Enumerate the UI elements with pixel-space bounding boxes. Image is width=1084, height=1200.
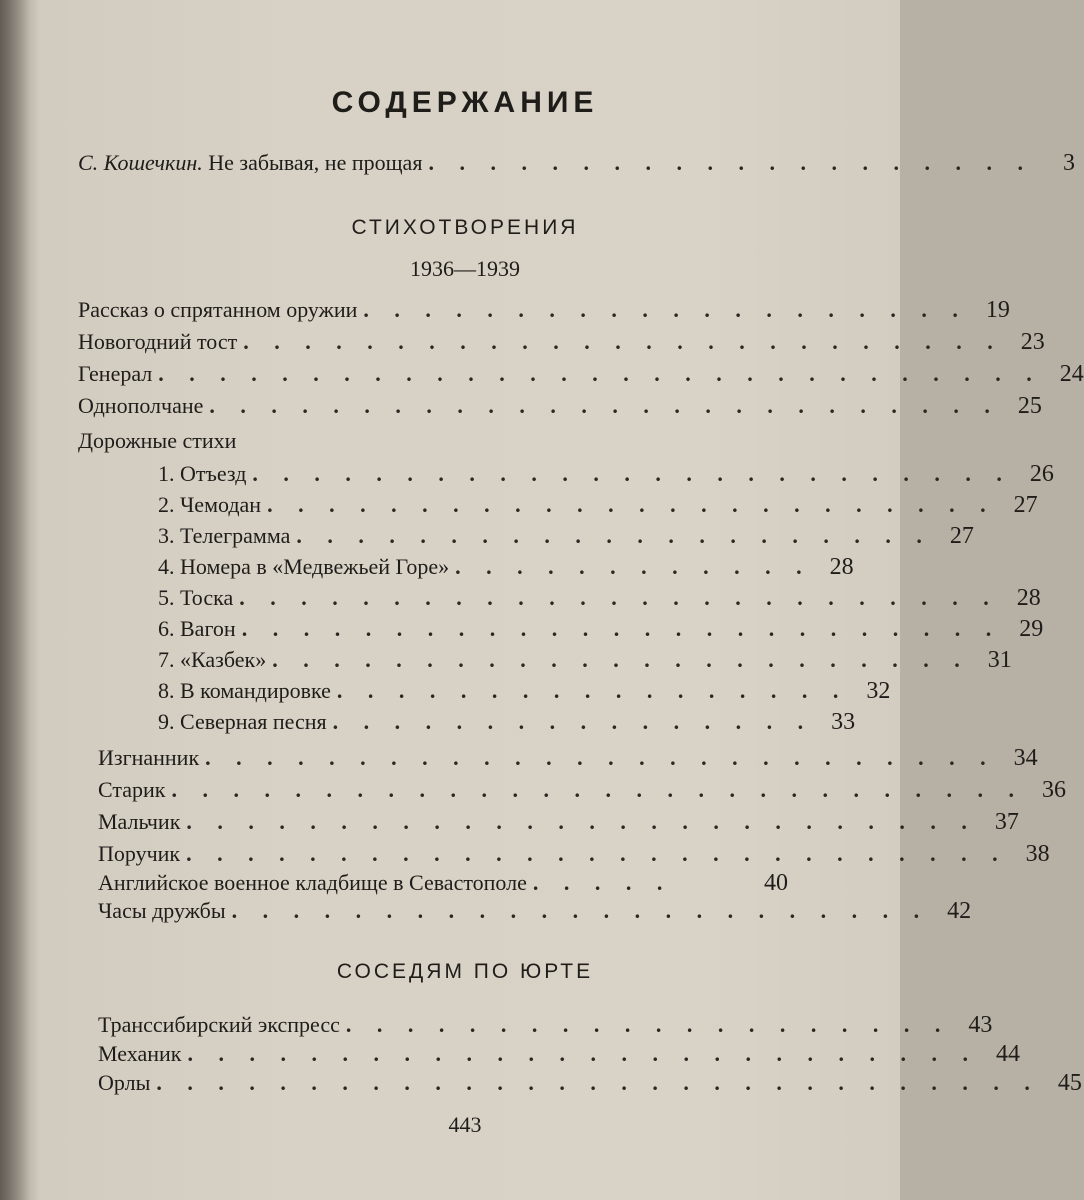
page-number: 36 xyxy=(1042,777,1066,803)
dot-leader: . . . . . . . . . . . . . . . . . . . . . . . . . . xyxy=(187,1041,978,1066)
toc-entry xyxy=(98,809,1019,839)
toc-entry-intro xyxy=(78,150,1075,180)
dot-leader: . . . . . . . . . . . . . . . . . xyxy=(336,678,849,703)
toc-subentry xyxy=(158,492,1038,522)
dot-leader: . . . . . . . . . . . . . . . . . . . . . . . . . . . xyxy=(186,841,1008,866)
dot-leader: . . . . . . . . . . . . . . . . . . . . . . . . . . xyxy=(209,393,1000,418)
page-number: 27 xyxy=(1013,492,1038,518)
toc-entry-title: 9. Северная песня xyxy=(158,709,327,734)
toc-entry-title: Мальчик xyxy=(98,809,181,834)
toc-entry-title: Часы дружбы xyxy=(98,898,226,923)
dot-leader: . . . . . . . . . . . . . . . . . . . . . . . . . xyxy=(239,585,999,610)
section-heading-neighbours: СОСЕДЯМ ПО ЮРТЕ xyxy=(336,960,594,983)
page-number: 40 xyxy=(764,870,788,896)
toc-entry xyxy=(78,361,1084,391)
toc-entry-title: Старик xyxy=(98,777,166,802)
folio-page-number: 443 xyxy=(448,1112,482,1137)
toc-subentry xyxy=(158,585,1041,615)
dot-leader: . . . . . . . . . . . . . . . . . . . . . . . . . xyxy=(243,329,1003,354)
section-heading-poems: СТИХОТВОРЕНИЯ xyxy=(351,216,579,239)
toc-entry-title: Орлы xyxy=(98,1070,151,1095)
dot-leader: . . . . . xyxy=(532,870,673,895)
toc-entry xyxy=(98,841,1050,871)
intro-title: Не забывая, не прощая xyxy=(208,150,423,175)
page-number: 27 xyxy=(949,523,974,549)
toc-entry xyxy=(78,297,1010,327)
toc-subentry xyxy=(158,461,1054,491)
toc-entry-title: Изгнанник xyxy=(98,745,200,770)
page-number: 44 xyxy=(995,1041,1020,1067)
page-number: 42 xyxy=(947,898,972,924)
page-number: 43 xyxy=(968,1012,993,1038)
toc-group-label: Дорожные стихи xyxy=(78,428,237,453)
toc-entry-title: 4. Номера в «Медвежьей Горе» xyxy=(158,554,450,579)
toc-subentry xyxy=(158,554,854,584)
toc-subentry xyxy=(158,709,856,739)
toc-subentry xyxy=(158,523,974,553)
page-number: 3 xyxy=(1062,150,1075,176)
toc-entry-title: 5. Тоска xyxy=(158,585,234,610)
page-number: 32 xyxy=(866,678,891,704)
intro-author: С. Кошечкин. xyxy=(78,150,203,175)
toc-subentry xyxy=(158,678,891,708)
dot-leader: . . . . . . . . . . . . . . . . . . . . . . . . . xyxy=(241,616,1002,641)
page-number: 24 xyxy=(1059,361,1084,387)
toc-group-title xyxy=(78,428,236,458)
toc-entry-title: Английское военное кладбище в Севастополе xyxy=(98,870,527,895)
toc-entry-text xyxy=(78,150,422,176)
toc-entry xyxy=(98,870,788,900)
page-number: 37 xyxy=(994,809,1019,835)
toc-subentry xyxy=(158,616,1044,646)
page-number: 34 xyxy=(1013,745,1038,771)
toc-entry xyxy=(98,1041,1020,1071)
toc-entry-title: Однополчане xyxy=(78,393,204,418)
dot-leader: . . . . . . . . . . . . . . . . . . . . xyxy=(363,297,968,322)
page-number: 26 xyxy=(1029,461,1054,487)
toc-entry xyxy=(78,393,1042,423)
dot-leader: . . . . . . . . . . . . . . . . . . . . . xyxy=(296,523,932,548)
page-number: 23 xyxy=(1020,329,1045,355)
dot-leader: . . . . . . . . . . . . xyxy=(455,554,812,579)
toc-entry-title: Новогодний тост xyxy=(78,329,238,354)
toc-entry-title: Механик xyxy=(98,1041,182,1066)
dot-leader: . . . . . . . . . . . . . . . . . . . . . . . . xyxy=(267,492,996,517)
toc-entry-title: 7. «Казбек» xyxy=(158,647,267,672)
dot-leader: . . . . . . . . . . . . . . . . . . . . . . . . . . . . . xyxy=(156,1070,1040,1095)
dot-leader: . . . . . . . . . . . . . . . . . . . . . . . xyxy=(231,898,930,923)
toc-entry-title: 3. Телеграмма xyxy=(158,523,291,548)
toc-entry xyxy=(98,1070,1082,1100)
page-number: 28 xyxy=(1016,585,1041,611)
contents-heading: СОДЕРЖАНИЕ xyxy=(331,86,599,119)
toc-entry-title: Транссибирский экспресс xyxy=(98,1012,340,1037)
toc-entry xyxy=(78,329,1045,359)
page-number: 28 xyxy=(829,554,854,580)
toc-entry xyxy=(98,898,972,928)
toc-subentry xyxy=(158,647,1012,677)
toc-entry-title: 1. Отъезд xyxy=(158,461,247,486)
toc-entry-title: Генерал xyxy=(78,361,153,386)
toc-entry-title: Рассказ о спрятанном оружии xyxy=(78,297,358,322)
dot-leader: . . . . . . . . . . . . . . . . . . . . xyxy=(345,1012,951,1037)
page-number: 38 xyxy=(1025,841,1050,867)
toc-entry xyxy=(98,745,1038,775)
dot-leader: . . . . . . . . . . . . . . . . . . . . . . . . . . . . . xyxy=(158,361,1042,386)
page-number: 45 xyxy=(1057,1070,1082,1096)
page-number: 25 xyxy=(1017,393,1042,419)
dot-leader: . . . . . . . . . . . . . . . . . . . . . . . . . . . . xyxy=(171,777,1024,802)
dot-leader: . . . . . . . . . . . . . . . . . . . . xyxy=(428,150,1033,175)
toc-entry-title: 6. Вагон xyxy=(158,616,236,641)
page-number: 31 xyxy=(987,647,1012,673)
dot-leader: . . . . . . . . . . . . . . . . . . . . . . . . . . xyxy=(205,745,996,770)
toc-entry-title: 8. В командировке xyxy=(158,678,331,703)
page-number: 29 xyxy=(1019,616,1044,642)
dot-leader: . . . . . . . . . . . . . . . . . . . . . . . . . . xyxy=(186,809,977,834)
toc-entry-title: 2. Чемодан xyxy=(158,492,262,517)
section-years: 1936—1939 xyxy=(410,256,520,281)
toc-entry-title: Поручик xyxy=(98,841,181,866)
toc-entry xyxy=(98,777,1066,807)
dot-leader: . . . . . . . . . . . . . . . . xyxy=(332,709,814,734)
dot-leader: . . . . . . . . . . . . . . . . . . . . . . . xyxy=(272,647,970,672)
dot-leader: . . . . . . . . . . . . . . . . . . . . . . . . . xyxy=(252,461,1012,486)
page-number: 33 xyxy=(831,709,856,735)
page-number: 19 xyxy=(985,297,1010,323)
toc-entry xyxy=(98,1012,993,1042)
